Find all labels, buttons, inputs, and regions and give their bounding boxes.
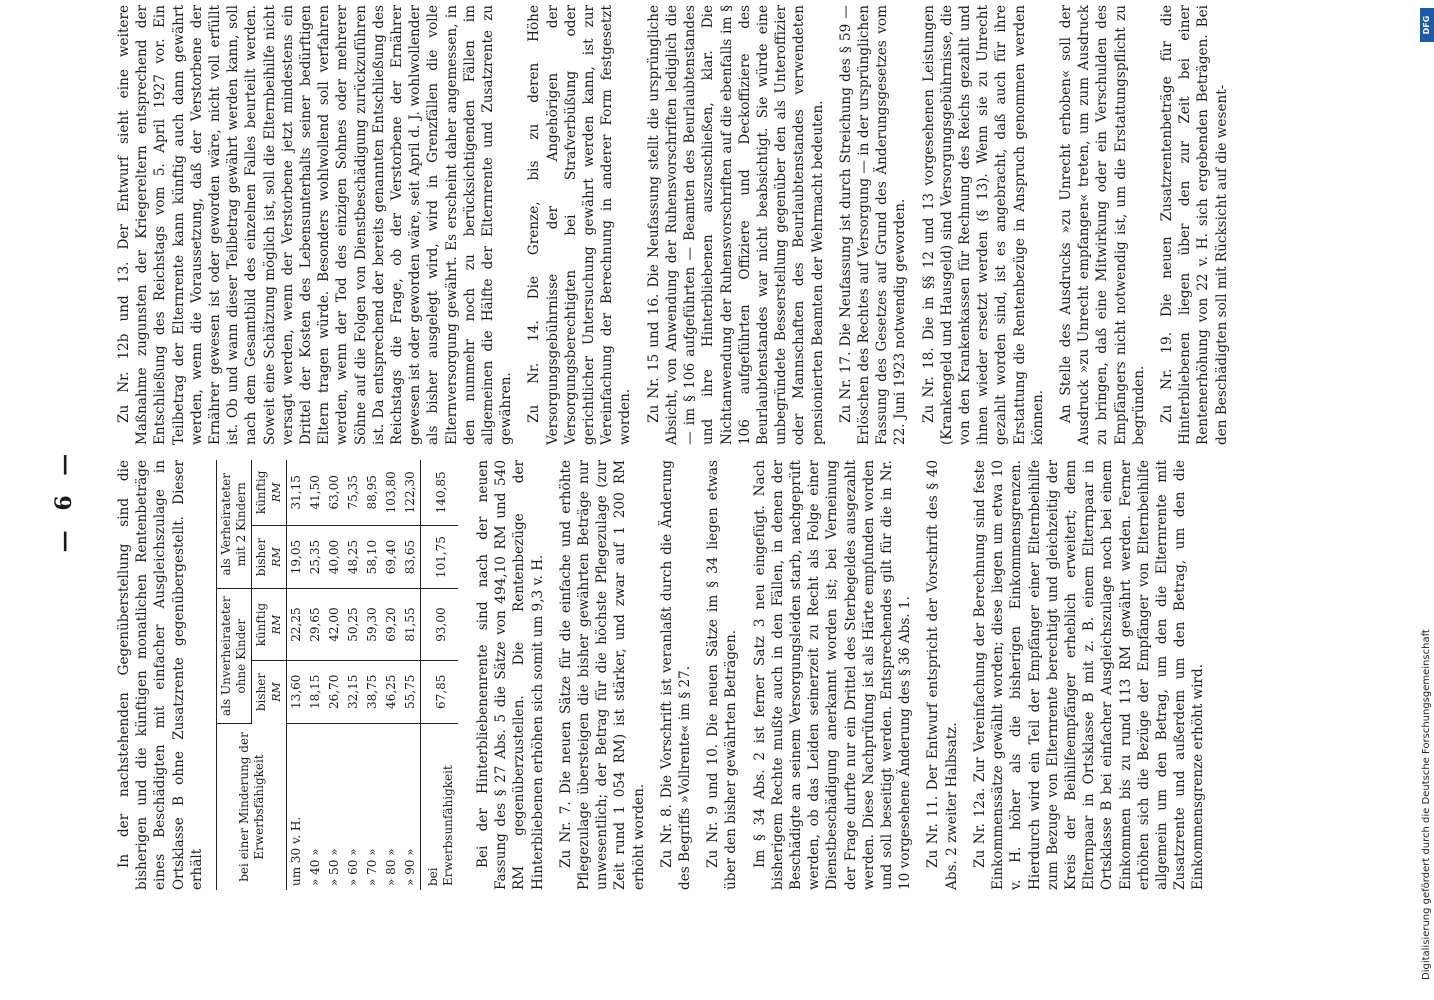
table-header-unmarried: als Unverheirateter ohne Kinder (217, 589, 252, 723)
paragraph-nr11: Zu Nr. 11. Der Entwurf entspricht der Vorschrift des § 40 Abs. 2 zweiter Halbsatz. (925, 460, 960, 890)
table-row: » 90 » 55,75 81,55 83,65 122,30 (401, 460, 421, 890)
intro-paragraph: In der nachstehenden Gegenüberstellung sind die bisherigen und die künftigen monatlichen Rentenbeträge eines Beschädigten mit einfacher Ausgleichszulage in Ortsklasse B ohne Zusatzrente gegenübergestellt. Dieser erhält (116, 460, 205, 890)
paragraph-hinterbliebene: Bei der Hinterbliebenenrente sind nach der neuen Fassung des § 27 Abs. 5 die Sätze von 494,10 RM und 540 RM gegenüberzustellen. Die Rentenbezüge der Hinterbliebenen erhöhen sich somit um 9,3 v. H. (475, 460, 546, 890)
paragraph-nr15-16: Zu Nr. 15 und 16. Die Neufassung stellt die ursprüngliche Absicht, von Anwendung der Ruhensvorschriften lediglich die — im § 106 aufgeführten — Beamten des Beurlaubtenstandes und ihre Hinterbliebenen auszuschließen, klar. Die Nichtanwendung der Ruhensvorschriften auf die ebenfalls im § 106 aufgeführten Offiziere und Deckoffiziere des Beurlaubtenstandes war nicht beabsichtigt. Sie würde eine unbegründete Besserstellung gegenüber den als Unteroffizier oder Mannschaften des Beurlaubtenstandes verwendeten pensionierten Beamten der Wehrmacht bedeuten. (645, 5, 826, 445)
dfg-logo: DFG (1420, 8, 1434, 42)
table-subheader: künftig RM (252, 460, 287, 525)
paragraph-nr9-10: Zu Nr. 9 und 10. Die neuen Sätze im § 34 liegen etwas über den bisher gewährten Beträgen. (705, 460, 740, 890)
table-row: » 40 » 18,15 29,65 25,35 41,50 (306, 460, 325, 890)
paragraph-nr17: Zu Nr. 17. Die Neufassung ist durch Streichung des § 59 — Erlöschen des Rechtes auf Versorgung — in der ursprünglichen Fassung des Gesetzes auf Grund des Änderungsgesetzes vom 22. Juni 1923 notwendig geworden. (837, 5, 909, 445)
paragraph-nr12b-13: Zu Nr. 12b und 13. Der Entwurf sieht eine weitere Maßnahme zugunsten der Kriegereltern entsprechend der Entschließung des Reichstags vom 5. April 1927 vor. Ein Teilbetrag der Elternrente kann künftig auch dann gewährt werden, wenn die Voraussetzung, daß der Verstorbene der Ernährer gewesen ist oder geworden wäre, nicht voll erfüllt ist. Ob und wann dieser Teilbetrag gewährt werden kann, soll nach dem Gesamtbild des einzelnen Falles beurteilt werden. Soweit eine Schätzung möglich ist, soll die Elternbeihilfe nicht versagt werden, wenn der Verstorbene jetzt mindestens ein Drittel der Kosten des Lebensunterhalts seiner bedürftigen Eltern tragen würde. Besonders wohlwollend soll verfahren werden, wenn der Tod des einzigen Sohnes oder mehrerer Söhne auf die Folgen von Dienstbeschädigung zurückzuführen ist. Da entsprechend der bereits genannten Entschließung des Reichstags die Frage, ob der Verstorbene der Ernährer gewesen ist oder geworden wäre, seit April d. J. wohlwollender als bisher ausgelegt wird, wird in Grenzfällen die volle Elternversorgung gewährt. Es erscheint daher angemessen, in den nunmehr noch zu berücksichtigenden Fällen im allgemeinen die Hälfte der Elternrente und Zusatzrente zu gewähren. (116, 5, 515, 445)
table-row: » 50 » 26,70 42,00 40,00 63,00 (325, 460, 344, 890)
paragraph-nr14: Zu Nr. 14. Die Grenze, bis zu deren Höhe Versorgungsgebührnisse der Angehörigen der Versorgungsberechtigten bei Strafverbüßung oder gerichtlicher Untersuchung gewährt werden kann, ist zur Vereinfachung der Berechnung in anderer Form festgesetzt worden. (526, 5, 634, 445)
pension-comparison-table (216, 460, 458, 890)
table-subheader: bisher RM (254, 672, 284, 712)
table-header-married: als Verheirateter mit 2 Kindern (217, 460, 252, 589)
page-number: — 6 — (51, 447, 77, 553)
table-row: um 30 v. H. 13,60 22,25 19,05 31,15 (287, 460, 307, 890)
paragraph-nr19: Zu Nr. 19. Die neuen Zusatzrentenbeträge für die Hinterbliebenen liegen über den zur Zeit bei einer Rentenerhöhung von 22 v. H. sich ergebenden Beträgen. Bei den Beschädigten soll mit Rücksicht auf die wesent- (1158, 5, 1230, 445)
paragraph-nr7: Zu Nr. 7. Die neuen Sätze für die einfache und erhöhte Pflegezulage übersteigen die bisher gewährten Beträge nur unwesentlich; der Betrag für die höchste Pflegezulage (zur Zeit rund 1 054 RM) ist stärker, und zwar auf 1 200 RM erhöht worden. (557, 460, 647, 890)
table-row: » 80 » 46,25 69,20 69,40 103,80 (382, 460, 401, 890)
credit-text: Digitalisierung gefördert durch die Deutsche Forschungsgemeinschaft (1421, 629, 1432, 980)
paragraph-34: Im § 34 Abs. 2 ist ferner Satz 3 neu eingefügt. Nach bisherigem Rechte mußte auch in den Fällen, in denen der Beschädigte an seinem Versorgungsleiden starb, nachgeprüft werden, ob das Leiden seinerzeit zu Recht als Folge einer Dienstbeschädigung anerkannt worden ist; bei Verneinung der Frage durfte nur ein Drittel des Sterbegeldes ausgezahlt werden. Diese Nachprüfung ist als Härte empfunden worden und soll beseitigt werden. Entsprechendes gilt für die in Nr. 10 vorgesehene Änderung des § 36 Abs. 1. (751, 460, 914, 890)
digitization-credit (1418, 20, 1434, 980)
table-row-total: bei Erwerbsunfähigkeit 67,85 93,00 101,75 140,85 (421, 460, 459, 890)
table-subheader: künftig RM (252, 589, 287, 660)
paragraph-nr8: Zu Nr. 8. Die Vorschrift ist veranlaßt durch die Änderung des Begriffs »Vollrente« im § 27. (658, 460, 694, 890)
paragraph-unrecht: An Stelle des Ausdrucks »zu Unrecht erhoben« soll der Ausdruck »zu Unrecht empfangen« treten, um zum Ausdruck zu bringen, daß eine Mitwirkung oder ein Verschulden des Empfängers nicht notwendig ist, um die Erstattungspflicht zu begründen. (1057, 5, 1147, 445)
table-row: » 60 » 32,15 50,25 48,25 75,35 (344, 460, 363, 890)
table-row: » 70 » 38,75 59,30 58,10 88,95 (363, 460, 382, 890)
table-header-reduction: bei einer Minderung der Erwerbsfähigkeit (217, 723, 287, 890)
right-column (115, 5, 1241, 445)
paragraph-nr12a: Zu Nr. 12a. Zur Vereinfachung der Berechnung sind feste Einkommenssätze gewählt worden; diese liegen um etwa 10 v. H. höher als die bisherigen Einkommensgrenzen. Hierdurch wird ein Teil der Empfänger einer Elternbeihilfe zum Bezuge von Elternrente berechtigt und gleichzeitig der Kreis der Beihilfeempfänger erheblich erweitert; denn Elternpaar in Ortsklasse B mit z. B. einem Elternpaar in Ortsklasse B bei einfacher Ausgleichszulage noch bei einem Einkommen bis zu rund 113 RM gewährt werden. Ferner erhöhen sich die Bezüge der Empfänger von Elternbeihilfe allgemein um den Betrag, um den die Elternrente mit Zusatzrente und außerdem um den Betrag, um den die Einkommensgrenze erhöht wird. (971, 460, 1207, 890)
left-column (115, 460, 1218, 890)
table-subheader: bisher RM (252, 525, 287, 589)
paragraph-nr18: Zu Nr. 18. Die in §§ 12 und 13 vorgesehenen Leistungen (Krankengeld und Hausgeld) sind Versorgungsgebührnisse, die von den Krankenkassen für Rechnung des Reichs gezahlt und ihnen wieder ersetzt werden (§ 13). Wenn sie zu Unrecht gezahlt worden sind, ist es angebracht, daß auch für ihre Erstattung die Rentenbezüge in Anspruch genommen werden können. (920, 5, 1046, 445)
